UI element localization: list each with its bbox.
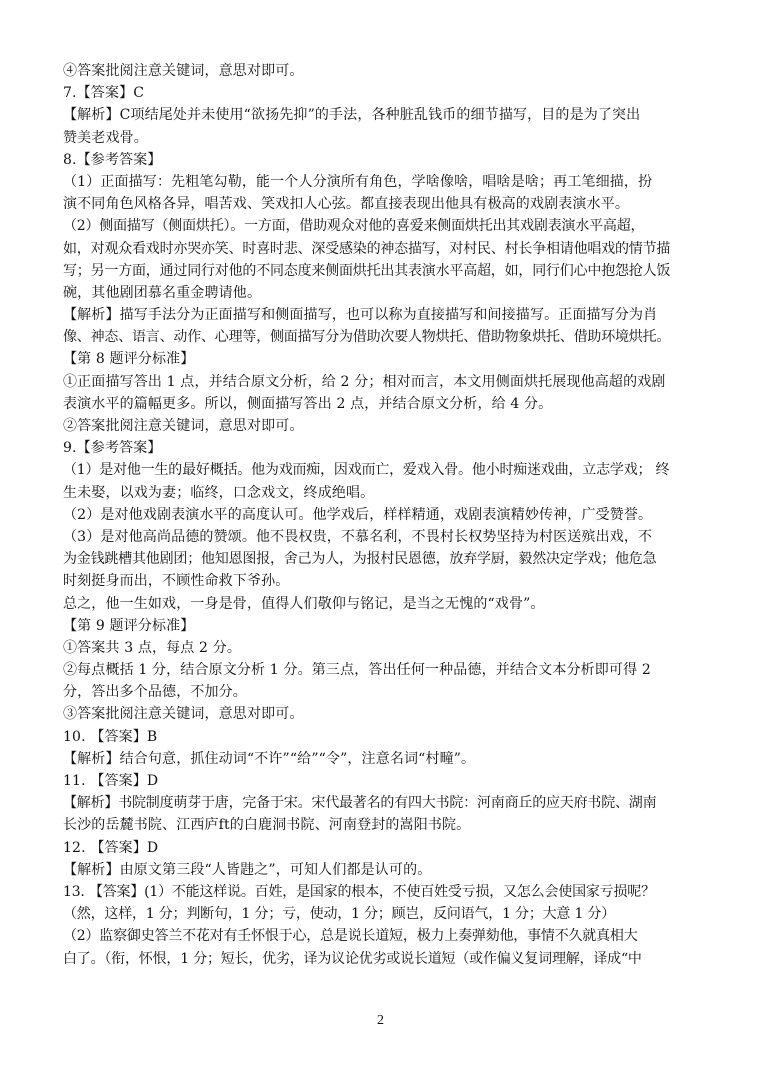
text-line-29: 分，答出多个品德，不加分。 xyxy=(63,684,247,701)
text-line-19: （1）是对他一生的最好概括。他为戏而痴，因戏而亡，爱戏入骨。他小时痴迷戏曲，立志学戏； 终 xyxy=(63,462,670,479)
text-line-38: 13. 【答案】(1）不能这样说。百姓，是国家的根本，不使百姓受亏损，又怎么会使国家亏损呢？ xyxy=(63,883,655,900)
text-line-14: 【第 8 题评分标准】 xyxy=(63,351,195,368)
text-line-40: （2）监察御史答兰不花对有壬怀恨于心，总是说长道短，极力上奏弹劾他，事情不久就真相大 xyxy=(63,928,638,945)
page-number: 2 xyxy=(377,1013,384,1028)
text-line-13: 像、神态、语言、动作、心理等，侧面描写分为借助次要人物烘托、借助物象烘托、借助环境烘托。 xyxy=(63,329,671,346)
text-line-23: 为金钱跳槽其他剧团；他知恩图报，舍己为人，为报村民恩德，放弃学厨，毅然决定学戏；他危急 xyxy=(63,551,657,568)
text-line-33: 11. 【答案】D xyxy=(63,773,159,789)
text-line-34: 【解析】书院制度萌芽于唐，完备于宋。宋代最著名的有四大书院：河南商丘的应天府书院、湖南 xyxy=(63,795,657,812)
text-line-5: 8.【参考答案】 xyxy=(63,151,162,168)
text-line-30: ③答案批阅注意关键词，意思对即可。 xyxy=(63,706,304,723)
text-line-28: ②每点概括 1 分，结合原文分析 1 分。第三点，答出任何一种品德，并结合文本分析即可得 2 xyxy=(63,662,651,679)
text-line-16: 表演水平的篇幅更多。所以，侧面描写答出 2 点，并结合原文分析，给 4 分。 xyxy=(63,395,553,412)
text-line-31: 10. 【答案】B xyxy=(63,728,158,745)
text-line-24: 时刻挺身而出，不顾性命救下爷孙。 xyxy=(63,573,290,590)
text-line-8: （2）侧面描写（侧面烘托）。一方面，借助观众对他的喜爱来侧面烘托出其戏剧表演水平高超， xyxy=(63,218,645,235)
text-line-22: （3）是对他高尚品德的赞颂。他不畏权贵，不慕名利，不畏村长权势坚持为村医送殡出戏，不 xyxy=(63,528,653,545)
text-line-20: 生未娶，以戏为妻；临终，口念戏文，终成绝唱。 xyxy=(63,484,375,501)
text-line-21: （2）是对他戏剧表演水平的高度认可。他学戏后，样样精通，戏剧表演精妙传神，广受赞誉。 xyxy=(63,506,653,523)
text-line-32: 【解析】结合句意，抓住动词“不许”“给”“令”，注意名词“村疃”。 xyxy=(63,750,476,767)
text-line-6: （1）正面描写：先粗笔勾勒，能一个人分演所有角色，学啥像啥，唱啥是啥；再工笔细描，扮 xyxy=(63,173,653,190)
text-line-36: 12. 【答案】D xyxy=(63,839,159,856)
text-line-3: 【解析】C项结尾处并未使用“欲扬先抑”的手法，各种脏乱钱币的细节描写，目的是为了突出 xyxy=(63,107,641,124)
text-line-39: （然，这样，1 分；判断句，1 分；亏，使动，1 分；顾岂，反问语气，1 分；大意 1 分） xyxy=(63,906,616,923)
text-line-26: 【第 9 题评分标准】 xyxy=(63,617,195,634)
text-line-7: 演不同角色风格各异，唱苦戏、笑戏扣人心弦。都直接表现出他具有极高的戏剧表演水平。 xyxy=(63,196,629,213)
text-line-18: 9.【参考答案】 xyxy=(63,440,162,457)
text-line-25: 总之，他一生如戏，一身是骨，值得人们敬仰与铭记，是当之无愧的“戏骨”。 xyxy=(63,595,545,612)
text-line-9: 如，对观众看戏时亦哭亦笑、时喜时悲、深受感染的神态描写，对村民、村长争相请他唱戏的情节描 xyxy=(63,240,671,257)
text-line-37: 【解析】由原文第三段“人皆韪之”，可知人们都是认可的。 xyxy=(63,861,432,878)
text-line-2: 7.【答案】C xyxy=(63,85,145,102)
text-line-41: 白了。（衔，怀恨，1 分；短长，优劣，译为议论优劣或说长道短（或作偏义复词理解，译成“中 xyxy=(63,950,642,967)
answer-key-text xyxy=(63,60,705,970)
text-line-4: 赞美老戏骨。 xyxy=(63,129,148,146)
text-line-10: 写；另一方面，通过同行对他的不同态度来侧面烘托出其表演水平高超，如，同行们心中抱怨抢人饭 xyxy=(63,262,671,279)
text-line-35: 长沙的岳麓书院、江西庐ft的白鹿洞书院、河南登封的嵩阳书院。 xyxy=(63,817,471,834)
text-line-15: ①正面描写答出 1 点，并结合原文分析，给 2 分；相对而言，本文用侧面烘托展现他高超的戏剧 xyxy=(63,373,666,390)
text-line-11: 碗，其他剧团慕名重金聘请他。 xyxy=(63,284,262,301)
text-line-1: ④答案批阅注意关键词，意思对即可。 xyxy=(63,63,304,79)
text-line-12: 【解析】描写手法分为正面描写和侧面描写，也可以称为直接描写和间接描写。正面描写分为肖 xyxy=(63,307,658,324)
text-line-17: ②答案批阅注意关键词，意思对即可。 xyxy=(63,418,304,434)
text-line-27: ①答案共 3 点，每点 2 分。 xyxy=(63,639,242,656)
